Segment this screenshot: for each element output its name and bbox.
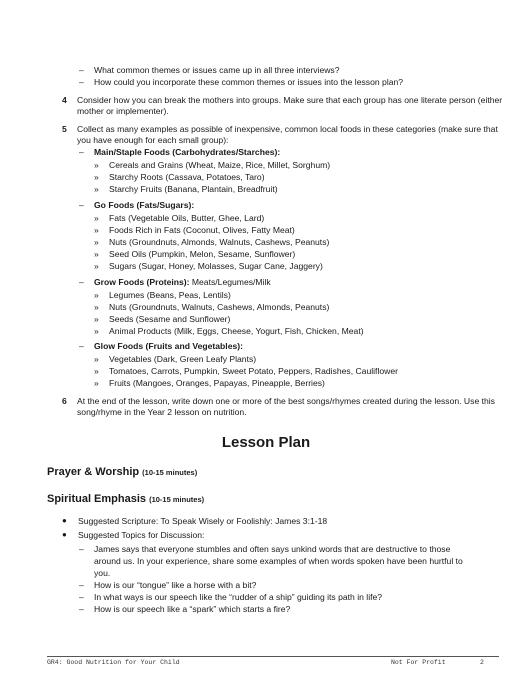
food-item-text: Foods Rich in Fats (Coconut, Olives, Fatty Meat) (109, 225, 295, 235)
chevron-mark: » (94, 290, 99, 300)
chevron-mark: » (94, 261, 99, 271)
category-label: Go Foods (Fats/Sugars): (94, 200, 195, 210)
food-item-text: Animal Products (Milk, Eggs, Cheese, Yogurt, Fish, Chicken, Meat) (109, 326, 364, 336)
chevron-mark: » (94, 366, 99, 376)
chevron-mark: » (94, 160, 99, 170)
dash-mark: – (79, 77, 84, 87)
chevron-mark: » (94, 326, 99, 336)
dash-mark: – (79, 604, 84, 614)
chevron-mark: » (94, 225, 99, 235)
discussion-text: James says that everyone stumbles and often says unkind words that are destructive to those (94, 544, 451, 554)
category-label: Glow Foods (Fruits and Vegetables): (94, 341, 243, 351)
chevron-mark: » (94, 354, 99, 364)
dash-mark: – (79, 277, 84, 287)
chevron-mark: » (94, 172, 99, 182)
bullet-text: Suggested Scripture: To Speak Wisely or Foolishly: James 3:1-18 (78, 516, 328, 526)
dash-text: How could you incorporate these common themes or issues into the lesson plan? (94, 77, 404, 87)
food-item-text: Seeds (Sesame and Sunflower) (109, 314, 231, 324)
prayer-worship-heading (47, 465, 197, 479)
chevron-mark: » (94, 378, 99, 388)
item-number: 5 (62, 124, 67, 134)
chevron-mark: » (94, 213, 99, 223)
dash-mark: – (79, 341, 84, 351)
chevron-mark: » (94, 314, 99, 324)
food-item-text: Fats (Vegetable Oils, Butter, Ghee, Lard) (109, 213, 265, 223)
food-item-text: Cereals and Grains (Wheat, Maize, Rice, Millet, Sorghum) (109, 160, 331, 170)
dash-mark: – (79, 592, 84, 602)
spiritual-emphasis-heading (47, 492, 204, 506)
heading-text: Spiritual Emphasis (47, 493, 147, 505)
item-text: Consider how you can break the mothers into groups. Make sure that each group has one literate person (either mother or implementer). (77, 95, 503, 117)
dash-mark: – (79, 147, 84, 157)
chevron-mark: » (94, 302, 99, 312)
category-label: Main/Staple Foods (Carbohydrates/Starches): (94, 147, 281, 157)
discussion-text: around us. In your experience, share some examples of when words spoken have been hurtful to (94, 556, 463, 566)
footer-divider (47, 656, 499, 657)
food-item-text: Vegetables (Dark, Green Leafy Plants) (109, 354, 257, 364)
food-item-text: Seed Oils (Pumpkin, Melon, Sesame, Sunflower) (109, 249, 296, 259)
item-text: At the end of the lesson, write down one or more of the best songs/rhymes created during the lesson. Use this song/rhyme in the Year 2 lesson on nutrition. (77, 396, 495, 418)
food-item-text: Fruits (Mangoes, Oranges, Papayas, Pineapple, Berries) (109, 378, 325, 388)
food-item-text: Starchy Fruits (Banana, Plantain, Breadfruit) (109, 184, 278, 194)
discussion-text: How is our “tongue” like a horse with a bit? (94, 580, 257, 590)
dash-mark: – (79, 200, 84, 210)
bullet-mark: ● (62, 530, 67, 539)
item-number: 4 (62, 95, 67, 105)
dash-text: What common themes or issues came up in all three interviews? (94, 65, 340, 75)
chevron-mark: » (94, 237, 99, 247)
food-item-text: Legumes (Beans, Peas, Lentils) (109, 290, 231, 300)
chevron-mark: » (94, 249, 99, 259)
category-label: Grow Foods (Proteins): (94, 277, 190, 287)
heading-text: Prayer & Worship (47, 466, 140, 478)
chevron-mark: » (94, 184, 99, 194)
dash-mark: – (79, 65, 84, 75)
page-number: 2 (480, 659, 484, 666)
heading-duration: (10-15 minutes) (149, 495, 205, 504)
heading-duration: (10-15 minutes) (142, 468, 198, 477)
dash-mark: – (79, 580, 84, 590)
item-text: Collect as many examples as possible of inexpensive, common local foods in these categories (make sure that you have enough for each small group): (77, 124, 498, 146)
footer-note: Not For Profit (391, 659, 446, 666)
category-label-rest: Meats/Legumes/Milk (189, 277, 271, 287)
food-item-text: Starchy Roots (Cassava, Potatoes, Taro) (109, 172, 265, 182)
discussion-text: you. (94, 568, 111, 578)
discussion-text: How is our speech like a “spark” which starts a fire? (94, 604, 291, 614)
food-item-text: Nuts (Groundnuts, Walnuts, Cashews, Almonds, Peanuts) (109, 302, 330, 312)
food-item-text: Nuts (Groundnuts, Almonds, Walnuts, Cashews, Peanuts) (109, 237, 330, 247)
food-item-text: Sugars (Sugar, Honey, Molasses, Sugar Cane, Jaggery) (109, 261, 323, 271)
footer-document-title: GR4: Good Nutrition for Your Child (47, 659, 180, 666)
bullet-mark: ● (62, 516, 67, 525)
dash-mark: – (79, 544, 84, 554)
lesson-plan-title: Lesson Plan (221, 434, 311, 451)
discussion-text: In what ways is our speech like the “rudder of a ship” guiding its path in life? (94, 592, 383, 602)
food-item-text: Tomatoes, Carrots, Pumpkin, Sweet Potato, Peppers, Radishes, Cauliflower (109, 366, 398, 376)
bullet-text: Suggested Topics for Discussion: (78, 530, 205, 540)
item-number: 6 (62, 396, 67, 406)
